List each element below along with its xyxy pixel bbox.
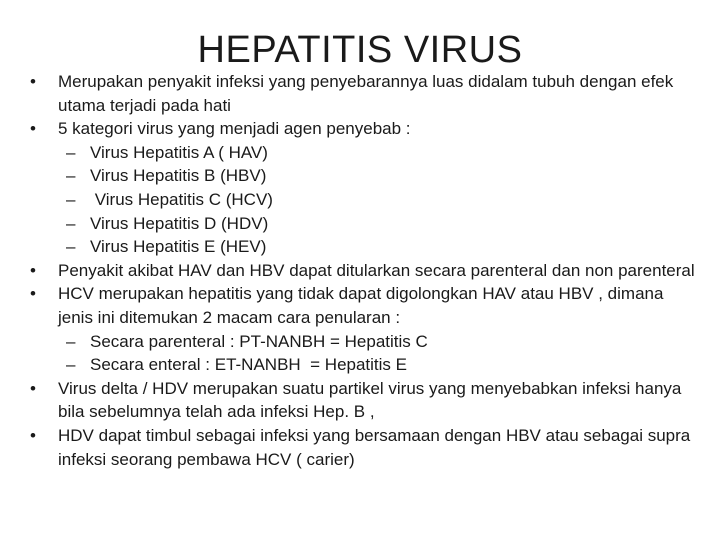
bullet-text: Penyakit akibat HAV dan HBV dapat ditularkan secara parenteral dan non parenteral [58, 260, 695, 280]
slide-title: HEPATITIS VIRUS [197, 29, 523, 71]
bullet-marker: • [30, 284, 36, 304]
sub-bullet-text: Secara parenteral : PT-NANBH = Hepatitis C [90, 331, 428, 351]
sub-bullet-text: Virus Hepatitis A ( HAV) [90, 142, 268, 162]
dash-marker: – [66, 355, 76, 375]
bullet-item [30, 117, 700, 141]
dash-marker: – [66, 237, 76, 257]
sub-bullet-item [30, 212, 700, 236]
dash-marker: – [66, 331, 76, 351]
sub-bullet-item [30, 353, 700, 377]
sub-bullet-item [30, 330, 700, 354]
dash-marker: – [66, 142, 76, 162]
bullet-text: Merupakan penyakit infeksi yang penyebarannya luas didalam tubuh dengan efek utama terjadi pada hati [58, 72, 674, 115]
bullet-item [30, 70, 700, 117]
sub-bullet-text: Virus Hepatitis B (HBV) [90, 166, 267, 186]
bullet-item [30, 377, 700, 424]
bullet-item [30, 282, 700, 329]
bullet-text: HDV dapat timbul sebagai infeksi yang bersamaan dengan HBV atau sebagai supra infeksi seorang pembawa HCV ( carier) [58, 425, 691, 469]
bullet-item [30, 259, 700, 283]
dash-marker: – [66, 189, 76, 209]
bullet-marker: • [30, 260, 36, 280]
sub-bullet-text: Virus Hepatitis C (HCV) [90, 189, 273, 209]
bullet-marker: • [30, 72, 36, 91]
bullet-list [30, 70, 700, 471]
dash-marker: – [66, 213, 76, 233]
bullet-marker: • [30, 119, 36, 139]
bullet-marker: • [30, 378, 36, 398]
sub-bullet-item [30, 188, 700, 212]
bullet-marker: • [30, 425, 36, 445]
sub-bullet-text: Virus Hepatitis D (HDV) [90, 213, 269, 233]
sub-bullet-item [30, 141, 700, 165]
bullet-item [30, 424, 700, 471]
sub-bullet-text: Virus Hepatitis E (HEV) [90, 237, 267, 257]
bullet-text: HCV merupakan hepatitis yang tidak dapat digolongkan HAV atau HBV , dimana jenis ini ditemukan 2 macam cara penularan : [58, 284, 664, 327]
sub-bullet-text: Secara enteral : ET-NANBH = Hepatitis E [90, 355, 407, 375]
sub-bullet-item [30, 235, 700, 259]
dash-marker: – [66, 166, 76, 186]
sub-bullet-item [30, 164, 700, 188]
bullet-text: Virus delta / HDV merupakan suatu partikel virus yang menyebabkan infeksi hanya bila sebelumnya telah ada infeksi Hep. B , [58, 378, 682, 422]
bullet-text: 5 kategori virus yang menjadi agen penyebab : [58, 119, 411, 139]
